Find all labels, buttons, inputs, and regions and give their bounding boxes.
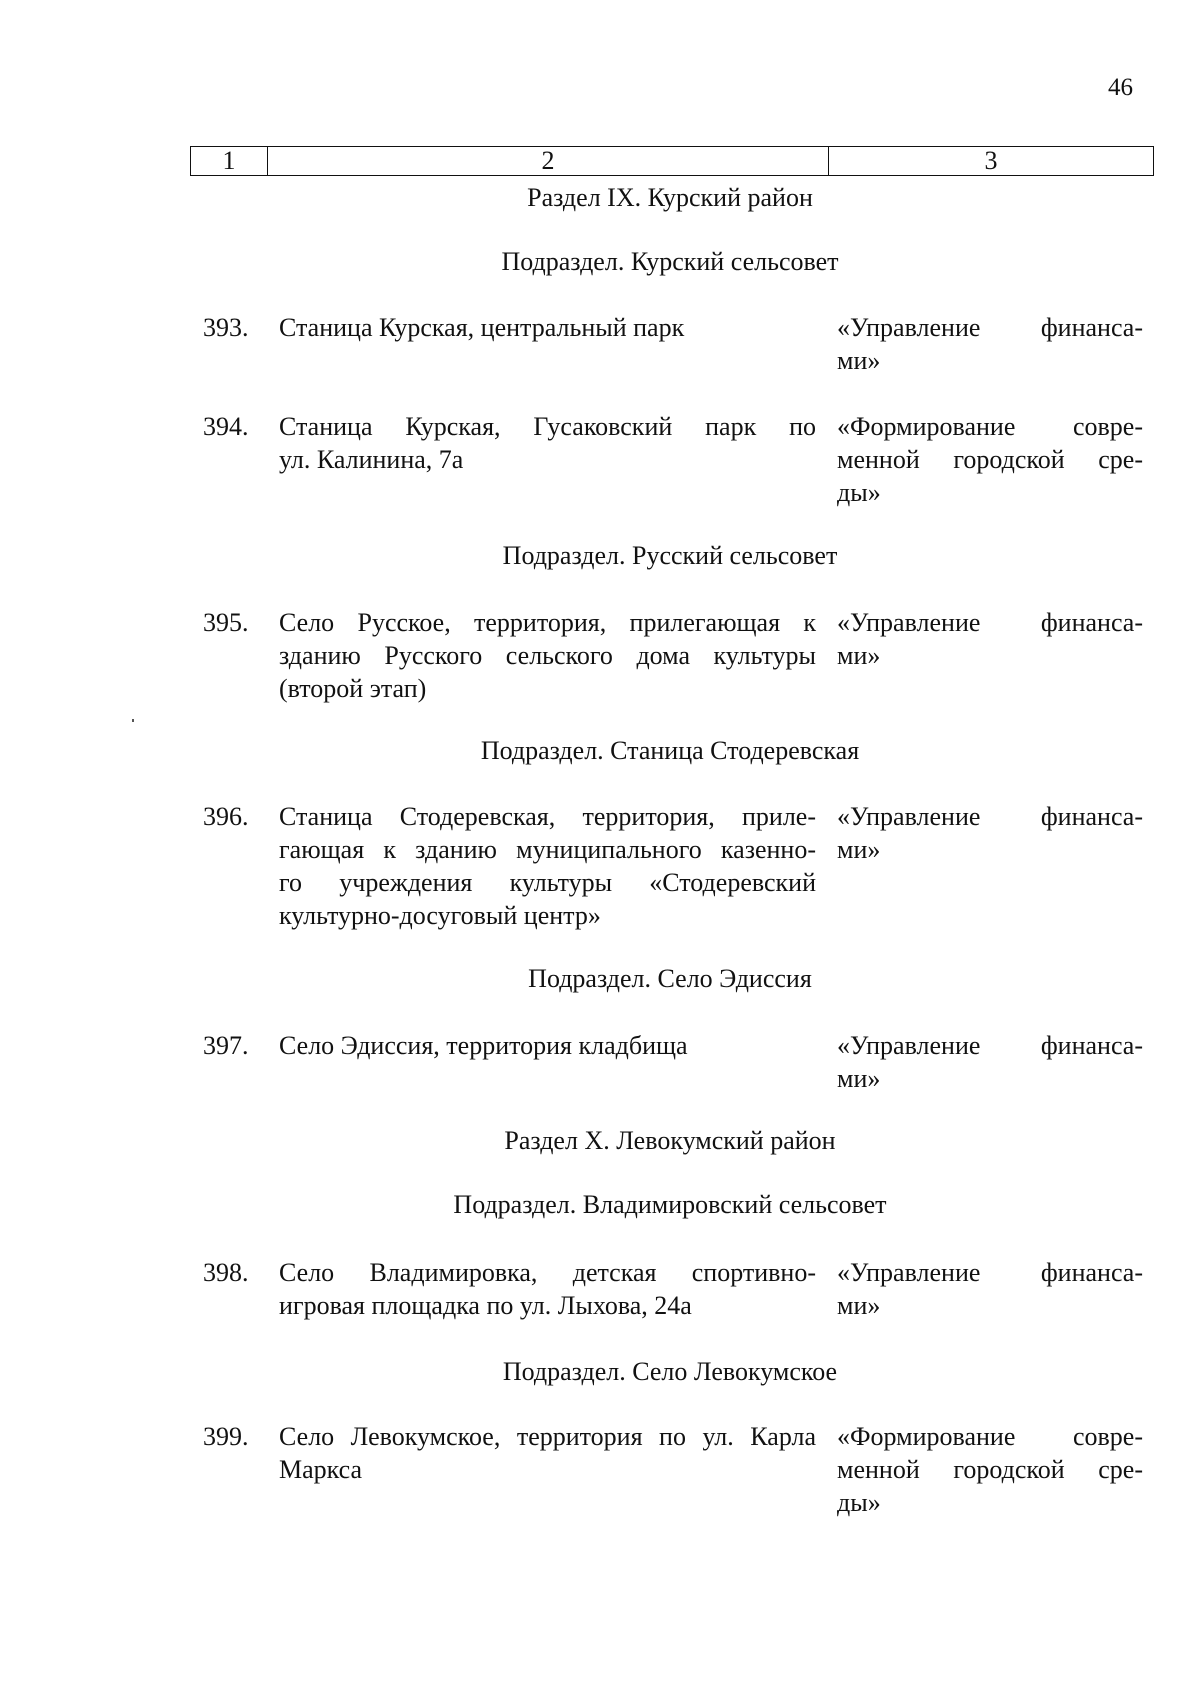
program-line: ми»	[837, 346, 881, 375]
row-program	[837, 1029, 1143, 1095]
description-line: Станица Курская, центральный парк	[279, 313, 685, 342]
scan-artifact	[132, 719, 134, 722]
row-description	[279, 410, 816, 476]
row-number: 396.	[203, 802, 249, 831]
description-line: зданию Русского сельского дома культуры	[279, 641, 816, 670]
description-line: го учреждения культуры «Стодеревский	[279, 868, 816, 897]
program-line: ми»	[837, 835, 881, 864]
column-header-1: 1	[191, 147, 268, 176]
description-line: Село Эдиссия, территория кладбища	[279, 1031, 688, 1060]
row-description	[279, 1029, 816, 1062]
program-line: менной городской сре-	[837, 1455, 1143, 1484]
row-program	[837, 410, 1143, 509]
subsection-heading: Подраздел. Станица Стодеревская	[480, 736, 860, 765]
subsection-heading: Подраздел. Село Левокумское	[502, 1357, 838, 1386]
page-number: 46	[1108, 74, 1133, 101]
program-line: ды»	[837, 1488, 881, 1517]
program-line: «Управление финанса-	[837, 802, 1143, 831]
program-line: «Управление финанса-	[837, 313, 1143, 342]
column-header-3: 3	[829, 147, 1154, 176]
row-number: 398.	[203, 1258, 249, 1287]
description-line: Станица Курская, Гусаковский парк по	[279, 412, 816, 441]
description-line: Село Левокумское, территория по ул. Карла	[279, 1422, 816, 1451]
description-line: Маркса	[279, 1455, 363, 1484]
description-line: гающая к зданию муниципального казенно-	[279, 835, 816, 864]
program-line: «Формирование совре-	[837, 412, 1143, 441]
row-description	[279, 800, 816, 932]
row-program	[837, 1420, 1143, 1519]
description-line: игровая площадка по ул. Лыхова, 24а	[279, 1291, 692, 1320]
description-line: Станица Стодеревская, территория, приле-	[279, 802, 816, 831]
subsection-heading: Подраздел. Русский сельсовет	[502, 541, 838, 570]
row-number: 399.	[203, 1422, 249, 1451]
section-heading: Раздел IX. Курский район	[527, 183, 813, 212]
column-header-table	[190, 146, 1154, 176]
row-program	[837, 311, 1143, 377]
section-heading: Раздел X. Левокумский район	[504, 1126, 836, 1155]
row-program	[837, 606, 1143, 672]
program-line: «Формирование совре-	[837, 1422, 1143, 1451]
description-line: Село Русское, территория, прилегающая к	[279, 608, 816, 637]
row-program	[837, 800, 1143, 866]
row-program	[837, 1256, 1143, 1322]
row-description	[279, 1256, 816, 1322]
description-line: (второй этап)	[279, 674, 427, 703]
program-line: менной городской сре-	[837, 445, 1143, 474]
program-line: «Управление финанса-	[837, 1031, 1143, 1060]
row-number: 397.	[203, 1031, 249, 1060]
subsection-heading: Подраздел. Курский сельсовет	[501, 247, 839, 276]
description-line: Село Владимировка, детская спортивно-	[279, 1258, 816, 1287]
program-line: «Управление финанса-	[837, 1258, 1143, 1287]
program-line: ми»	[837, 641, 881, 670]
row-description	[279, 311, 816, 344]
row-number: 394.	[203, 412, 249, 441]
column-header-row	[191, 147, 1154, 176]
program-line: ды»	[837, 478, 881, 507]
row-number: 395.	[203, 608, 249, 637]
row-description	[279, 1420, 816, 1486]
description-line: культурно-досуговый центр»	[279, 901, 601, 930]
column-header-2: 2	[268, 147, 829, 176]
program-line: ми»	[837, 1064, 881, 1093]
program-line: «Управление финанса-	[837, 608, 1143, 637]
subsection-heading: Подраздел. Село Эдиссия	[528, 964, 812, 993]
subsection-heading: Подраздел. Владимировский сельсовет	[453, 1190, 887, 1219]
row-description	[279, 606, 816, 705]
description-line: ул. Калинина, 7а	[279, 445, 464, 474]
row-number: 393.	[203, 313, 249, 342]
program-line: ми»	[837, 1291, 881, 1320]
